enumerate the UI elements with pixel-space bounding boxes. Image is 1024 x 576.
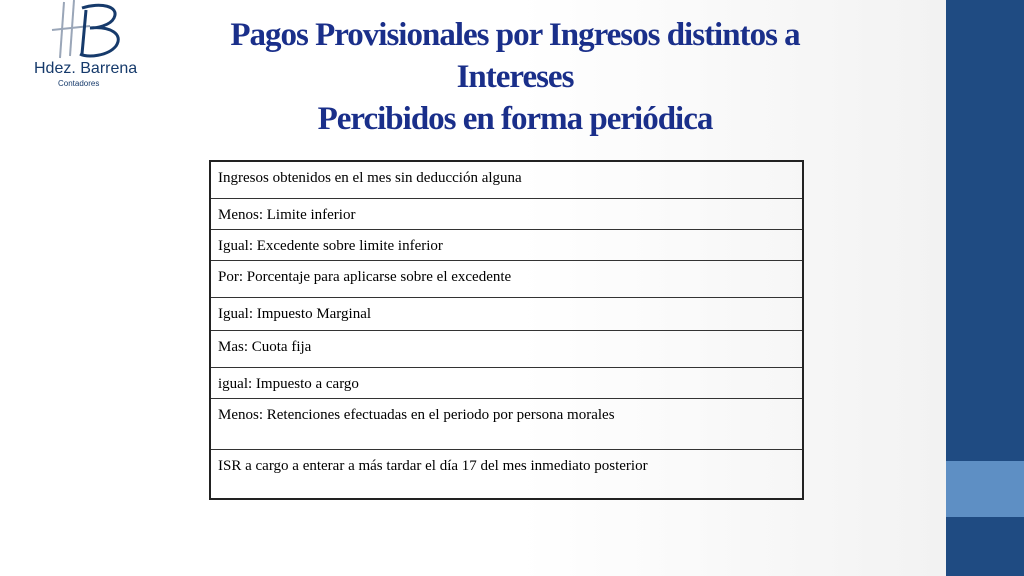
- title-line-3: Percibidos en forma periódica: [317, 101, 713, 137]
- table-cell: ISR a cargo a enterar a más tardar el día 17 del mes inmediato posterior: [218, 457, 648, 474]
- table-row: [210, 449, 803, 499]
- table-cell: Ingresos obtenidos en el mes sin deducción alguna: [218, 170, 522, 186]
- table-row: [210, 330, 803, 367]
- table-cell: Menos: Limite inferior: [218, 206, 356, 223]
- table-row: [210, 198, 803, 229]
- logo-name: Hdez. Barrena: [34, 60, 138, 77]
- table-cell: Mas: Cuota fija: [218, 338, 312, 355]
- table-row: [210, 260, 803, 297]
- title-line-2: Intereses: [456, 59, 574, 95]
- table-cell: Por: Porcentaje para aplicarse sobre el excedente: [218, 268, 512, 285]
- table-row: [210, 161, 803, 198]
- table-cell: igual: Impuesto a cargo: [218, 375, 359, 392]
- table-cell: Menos: Retenciones efectuadas en el periodo por persona morales: [218, 406, 615, 423]
- table-cell: Igual: Impuesto Marginal: [218, 305, 372, 322]
- calculation-table: [209, 160, 804, 500]
- page-title: [165, 14, 865, 140]
- table-row: [210, 367, 803, 398]
- company-logo: [30, 0, 140, 92]
- title-line-1: Pagos Provisionales por Ingresos distintos a: [230, 17, 800, 53]
- table-row: [210, 398, 803, 449]
- table-row: [210, 297, 803, 330]
- side-accent-block: [946, 461, 1024, 517]
- logo-monogram-icon: [30, 0, 140, 62]
- table-cell: Igual: Excedente sobre limite inferior: [218, 237, 443, 254]
- table-row: [210, 229, 803, 260]
- logo-subtitle: Contadores: [58, 79, 100, 88]
